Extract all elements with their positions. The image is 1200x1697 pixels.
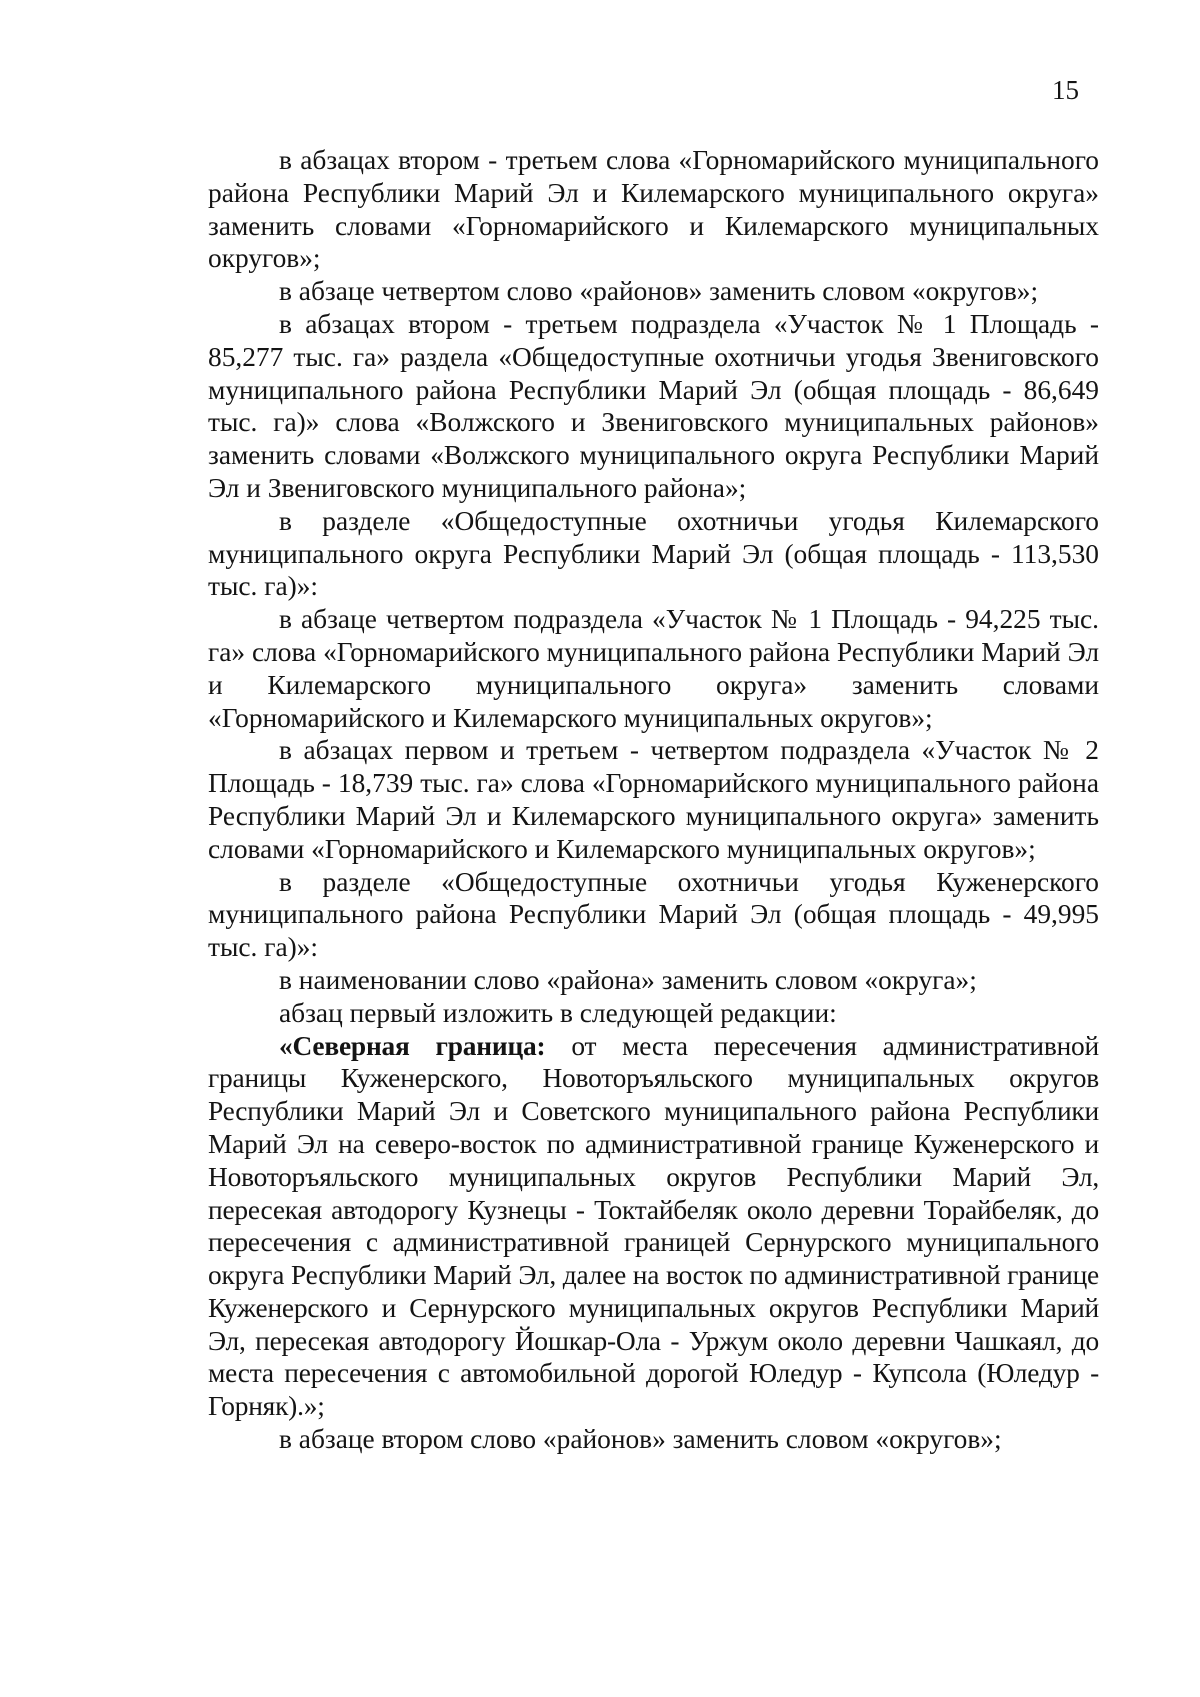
page-number: 15 — [1052, 75, 1079, 105]
north-border-text: от места пересечения административной границы Куженерского, Новоторъяльского муниципальных округов Республики Марий Эл и Советского муниципального района Республики Марий Эл на северо-восток по административной границе Куженерского и Новоторъяльского муниципальных округов Республики Марий Эл, пересекая автодорогу Кузнецы - Токтайбеляк около деревни Торайбеляк, до пересечения с административной границей Сернурского муниципального округа Республики Марий Эл, далее на восток по административной границе Куженерского и Сернурского муниципальных округов Республики Марий Эл, пересекая автодорогу Йошкар-Ола - Уржум около деревни Чашкаял, до места пересечения с автомобильной дорогой Юледур - Купсола (Юледур - Горняк).»; — [208, 1030, 1099, 1422]
paragraph-8: в наименовании слово «района» заменить словом «округа»; — [279, 964, 977, 995]
paragraph-2: в абзаце четвертом слово «районов» заменить словом «округов»; — [279, 276, 1039, 307]
paragraph-1: в абзацах втором - третьем слова «Горномарийского муниципального района Республики Марий Эл и Килемарского муниципального округа» заменить словами «Горномарийского и Килемарского муниципальных округов»; — [208, 145, 1099, 274]
paragraph-5: в абзаце четвертом подраздела «Участок № 1 Площадь - 94,225 тыс. га» слова «Горномарийского муниципального района Республики Марий Эл и Килемарского муниципального округа» заменить словами «Горномарийского и Килемарского муниципальных округов»; — [208, 604, 1099, 733]
north-border-paragraph — [208, 1030, 1099, 1424]
document-body — [208, 144, 1099, 1456]
paragraph-6: в абзацах первом и третьем - четвертом подраздела «Участок № 2 Площадь - 18,739 тыс. га» слова «Горномарийского муниципального района Республики Марий Эл и Килемарского муниципального округа» заменить словами «Горномарийского и Килемарского муниципальных округов»; — [208, 735, 1099, 864]
paragraph-4: в разделе «Общедоступные охотничьи угодья Килемарского муниципального округа Республики Марий Эл (общая площадь - 113,530 тыс. га)»: — [208, 505, 1099, 602]
paragraph-7: в разделе «Общедоступные охотничьи угодья Куженерского муниципального района Республики Марий Эл (общая площадь - 49,995 тыс. га)»: — [208, 866, 1099, 963]
north-border-heading: «Северная граница: — [279, 1030, 546, 1061]
paragraph-9: абзац первый изложить в следующей редакции: — [279, 997, 837, 1028]
paragraph-last: в абзаце втором слово «районов» заменить словом «округов»; — [279, 1424, 1002, 1455]
paragraph-3: в абзацах втором - третьем подраздела «Участок № 1 Площадь - 85,277 тыс. га» раздела «Общедоступные охотничьи угодья Звениговского муниципального района Республики Марий Эл (общая площадь - 86,649 тыс. га)» слова «Волжского и Звениговского муниципальных районов» заменить словами «Волжского муниципального округа Республики Марий Эл и Звениговского муниципального района»; — [208, 308, 1099, 503]
